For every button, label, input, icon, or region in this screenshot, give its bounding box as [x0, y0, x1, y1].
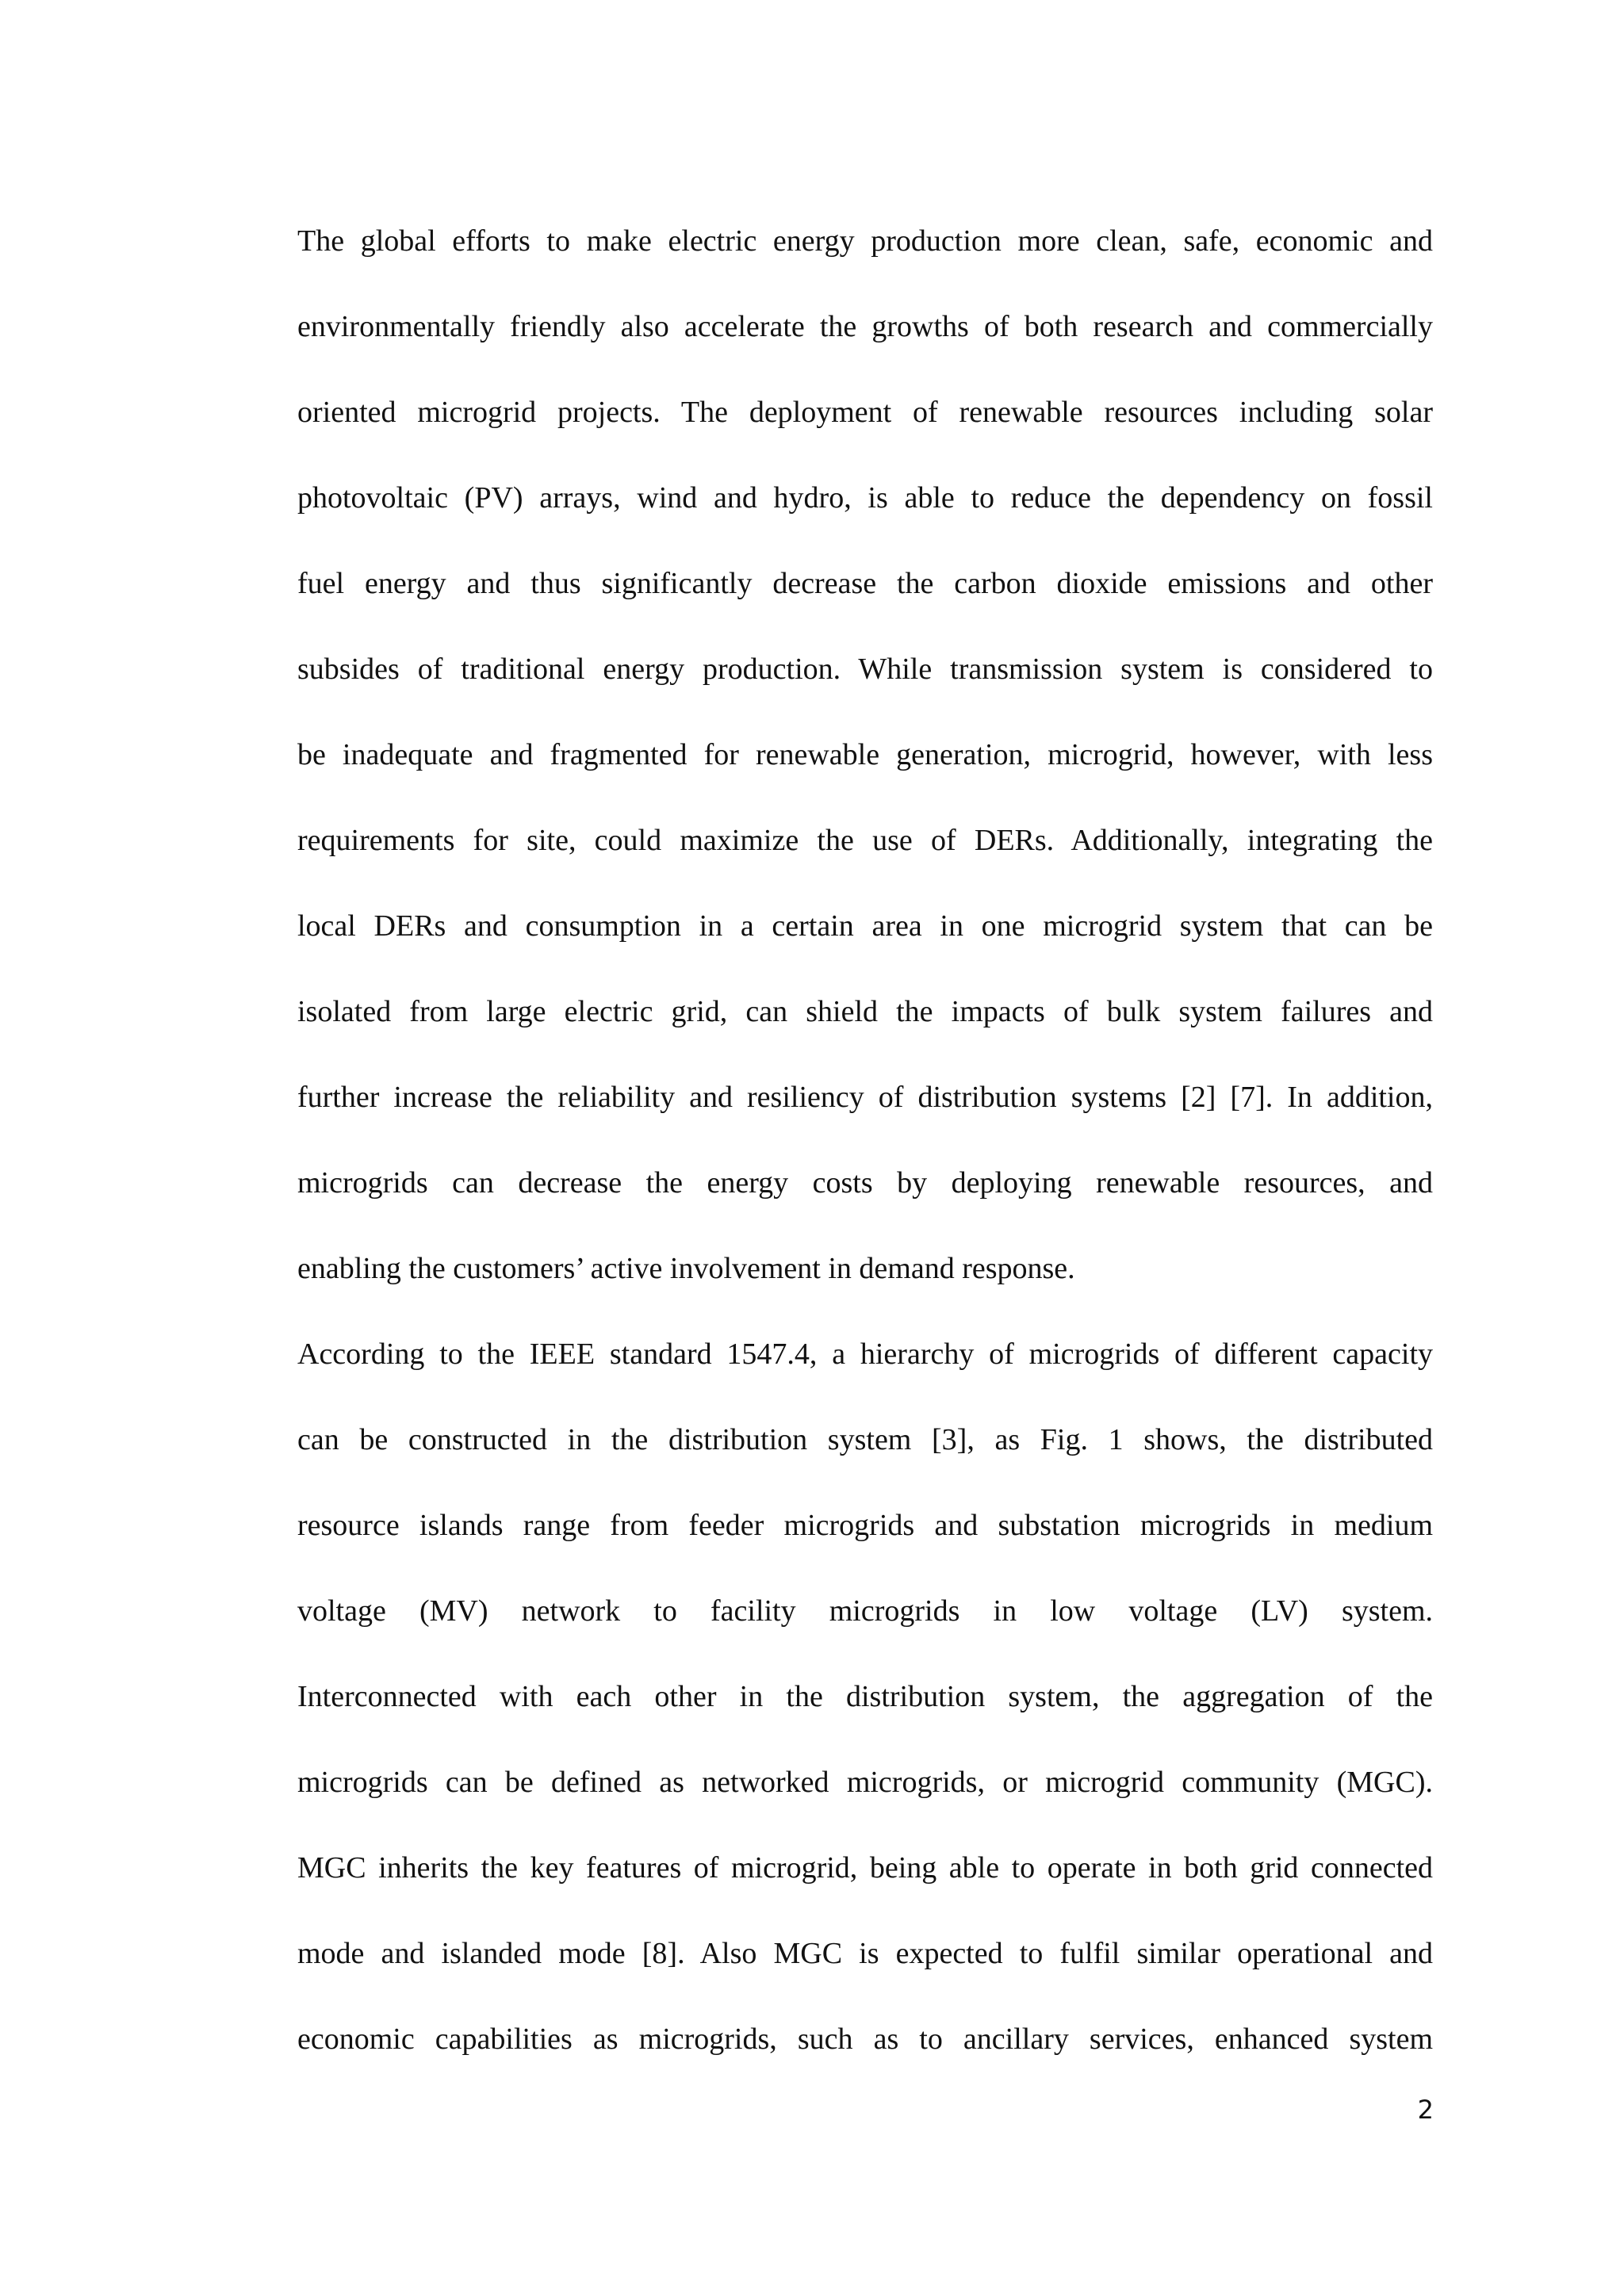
text-line: oriented microgrid projects. The deployment of renewable resources including solar [297, 396, 1433, 429]
page-number: 2 [1417, 2095, 1434, 2125]
text-line: mode and islanded mode [8]. Also MGC is expected to fulfil similar operational and [297, 1937, 1433, 1970]
text-line: microgrids can be defined as networked microgrids, or microgrid community (MGC). [297, 1766, 1433, 1799]
text-line: resource islands range from feeder microgrids and substation microgrids in medium [297, 1509, 1433, 1542]
text-line: can be constructed in the distribution system [3], as Fig. 1 shows, the distributed [297, 1423, 1433, 1456]
text-line: fuel energy and thus significantly decrease the carbon dioxide emissions and other [297, 567, 1433, 600]
text-line: voltage (MV) network to facility microgrids in low voltage (LV) system. [297, 1594, 1433, 1628]
text-line: environmentally friendly also accelerate the growths of both research and commercially [297, 310, 1433, 343]
text-line: further increase the reliability and resiliency of distribution systems [2] [7]. In addition, [297, 1081, 1433, 1114]
text-line: be inadequate and fragmented for renewable generation, microgrid, however, with less [297, 738, 1433, 771]
text-line: requirements for site, could maximize the use of DERs. Additionally, integrating the [297, 824, 1433, 857]
text-line: According to the IEEE standard 1547.4, a hierarchy of microgrids of different capacity [297, 1337, 1433, 1371]
paragraph-2 [297, 1321, 1433, 2091]
text-line: local DERs and consumption in a certain area in one microgrid system that can be [297, 909, 1433, 943]
text-line: microgrids can decrease the energy costs by deploying renewable resources, and [297, 1166, 1433, 1200]
text-line: isolated from large electric grid, can shield the impacts of bulk system failures and [297, 995, 1433, 1028]
text-line: enabling the customers’ active involvement in demand response. [297, 1252, 1075, 1285]
text-line: MGC inherits the key features of microgrid, being able to operate in both grid connected [297, 1851, 1433, 1885]
text-line: Interconnected with each other in the distribution system, the aggregation of the [297, 1680, 1433, 1713]
text-line: The global efforts to make electric energy production more clean, safe, economic and [297, 224, 1433, 258]
text-line: subsides of traditional energy production. While transmission system is considered to [297, 652, 1433, 686]
text-line: photovoltaic (PV) arrays, wind and hydro, is able to reduce the dependency on fossil [297, 481, 1433, 515]
paragraph-1 [297, 208, 1433, 1321]
text-line: economic capabilities as microgrids, such as to ancillary services, enhanced system [297, 2022, 1433, 2056]
body-text [297, 208, 1433, 2091]
